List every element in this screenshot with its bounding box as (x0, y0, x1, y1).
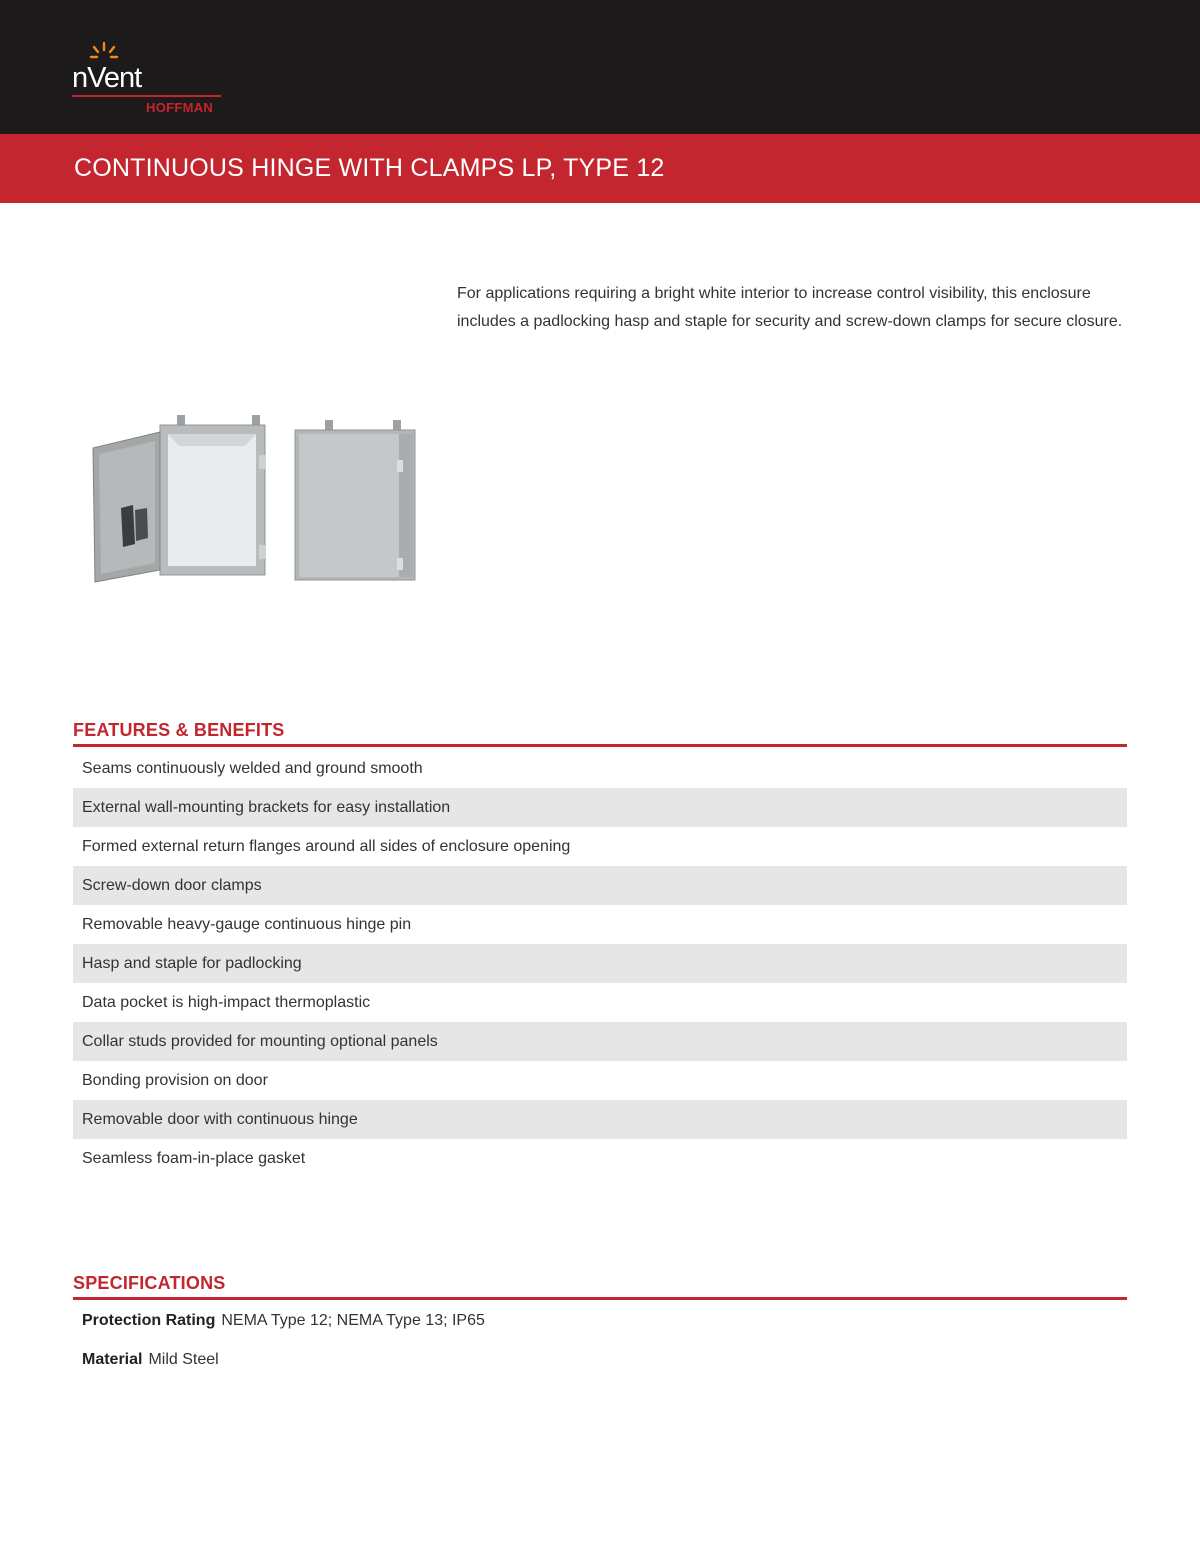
closed-enclosure-illustration (295, 420, 415, 580)
brand-name: nVent (72, 62, 142, 94)
specifications-heading: SPECIFICATIONS (73, 1273, 226, 1293)
title-bar (0, 134, 1200, 203)
logo-divider (72, 95, 221, 97)
product-image (85, 410, 425, 595)
feature-item: Hasp and staple for padlocking (73, 944, 1127, 983)
feature-item: Bonding provision on door (82, 1072, 268, 1089)
feature-item: Seamless foam-in-place gasket (82, 1150, 306, 1167)
spec-value: NEMA Type 12; NEMA Type 13; IP65 (221, 1312, 485, 1329)
spec-label: Material (82, 1351, 143, 1368)
features-divider (73, 744, 1127, 747)
spec-value: Mild Steel (148, 1351, 219, 1368)
specifications-list (82, 1303, 1122, 1381)
feature-item: Screw-down door clamps (73, 866, 1127, 905)
features-list (73, 749, 1127, 1178)
product-description: For applications requiring a bright white interior to increase control visibility, this enclosure includes a padlocking hasp and staple for security and screw-down clamps for secure closure. (457, 285, 1123, 330)
spec-row-material (82, 1342, 1122, 1381)
sub-brand: HOFFMAN (146, 100, 214, 115)
feature-item: Removable door with continuous hinge (73, 1100, 1127, 1139)
brand-header (0, 0, 1200, 134)
spec-label: Protection Rating (82, 1312, 216, 1329)
open-enclosure-illustration (93, 415, 266, 582)
nvent-hoffman-logo (72, 40, 232, 120)
features-heading: FEATURES & BENEFITS (73, 720, 285, 740)
feature-item: External wall-mounting brackets for easy installation (73, 788, 1127, 827)
feature-item: Collar studs provided for mounting optional panels (73, 1022, 1127, 1061)
page-title: CONTINUOUS HINGE WITH CLAMPS LP, TYPE 12 (74, 154, 665, 182)
specifications-divider (73, 1297, 1127, 1300)
spec-row-protection-rating (82, 1303, 1122, 1342)
feature-item: Formed external return flanges around all sides of enclosure opening (82, 838, 571, 855)
feature-item: Data pocket is high-impact thermoplastic (82, 994, 371, 1011)
feature-item: Removable heavy-gauge continuous hinge pin (82, 916, 412, 933)
feature-item: Seams continuously welded and ground smooth (82, 760, 423, 777)
